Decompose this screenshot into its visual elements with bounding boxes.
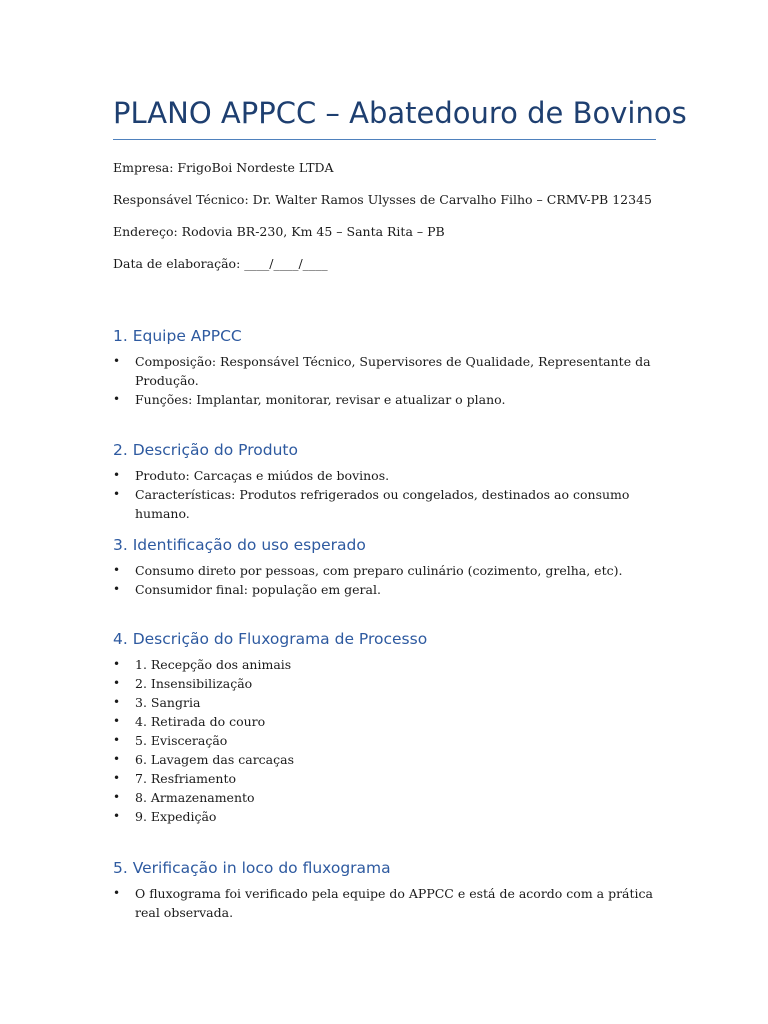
list-item xyxy=(113,466,658,485)
bullet-list xyxy=(113,466,658,523)
list-item xyxy=(113,788,658,807)
section-heading: 3. Identificação do uso esperado xyxy=(113,536,366,554)
bullet-icon: • xyxy=(113,676,121,690)
list-item xyxy=(113,561,658,580)
list-item-text: Consumidor final: população em geral. xyxy=(135,582,381,597)
list-item xyxy=(113,352,658,390)
bullet-icon: • xyxy=(113,809,121,823)
list-item-text: O fluxograma foi verificado pela equipe do APPCC e está de acordo com a prática real observada. xyxy=(135,886,653,920)
list-item xyxy=(113,390,658,409)
list-item xyxy=(113,769,658,788)
list-item-text: 1. Recepção dos animais xyxy=(135,657,292,672)
list-item xyxy=(113,712,658,731)
bullet-icon: • xyxy=(113,752,121,766)
list-item xyxy=(113,655,658,674)
bullet-icon: • xyxy=(113,392,121,406)
section-fluxograma xyxy=(113,629,658,826)
bullet-list xyxy=(113,561,658,599)
section-heading: 5. Verificação in loco do fluxograma xyxy=(113,859,391,877)
bullet-icon: • xyxy=(113,354,121,368)
list-item-text: 8. Armazenamento xyxy=(135,790,255,805)
section-heading: 2. Descrição do Produto xyxy=(113,441,298,459)
list-item xyxy=(113,693,658,712)
date-line: Data de elaboração: ____/____/____ xyxy=(113,256,328,271)
section-heading: 1. Equipe APPCC xyxy=(113,327,242,345)
list-item-text: 4. Retirada do couro xyxy=(135,714,266,729)
list-item xyxy=(113,731,658,750)
bullet-icon: • xyxy=(113,582,121,596)
bullet-list xyxy=(113,352,658,409)
list-item-text: 9. Expedição xyxy=(135,809,217,824)
document-title: PLANO APPCC – Abatedouro de Bovinos xyxy=(113,96,687,130)
bullet-icon: • xyxy=(113,714,121,728)
list-item xyxy=(113,674,658,693)
list-item xyxy=(113,807,658,826)
list-item-text: Características: Produtos refrigerados ou congelados, destinados ao consumo humano. xyxy=(135,487,630,521)
technical-lead-line: Responsável Técnico: Dr. Walter Ramos Ulysses de Carvalho Filho – CRMV-PB 12345 xyxy=(113,192,652,207)
bullet-icon: • xyxy=(113,790,121,804)
bullet-icon: • xyxy=(113,657,121,671)
company-line: Empresa: FrigoBoi Nordeste LTDA xyxy=(113,160,334,175)
section-equipe xyxy=(113,326,658,409)
list-item-text: Funções: Implantar, monitorar, revisar e atualizar o plano. xyxy=(135,392,506,407)
section-descricao-produto xyxy=(113,440,658,523)
address-line: Endereço: Rodovia BR-230, Km 45 – Santa Rita – PB xyxy=(113,224,445,239)
section-verificacao xyxy=(113,858,658,922)
list-item-text: Produto: Carcaças e miúdos de bovinos. xyxy=(135,468,390,483)
bullet-icon: • xyxy=(113,563,121,577)
list-item xyxy=(113,580,658,599)
bullet-list xyxy=(113,884,658,922)
list-item xyxy=(113,485,658,523)
list-item xyxy=(113,750,658,769)
bullet-icon: • xyxy=(113,733,121,747)
bullet-icon: • xyxy=(113,468,121,482)
list-item-text: Consumo direto por pessoas, com preparo culinário (cozimento, grelha, etc). xyxy=(135,563,623,578)
list-item-text: 6. Lavagem das carcaças xyxy=(135,752,294,767)
bullet-icon: • xyxy=(113,771,121,785)
section-uso-esperado xyxy=(113,535,658,599)
section-heading: 4. Descrição do Fluxograma de Processo xyxy=(113,630,428,648)
list-item-text: 3. Sangria xyxy=(135,695,201,710)
bullet-icon: • xyxy=(113,695,121,709)
list-item-text: 2. Insensibilização xyxy=(135,676,253,691)
list-item-text: 5. Evisceração xyxy=(135,733,228,748)
bullet-icon: • xyxy=(113,886,121,900)
bullet-list xyxy=(113,655,658,826)
bullet-icon: • xyxy=(113,487,121,501)
list-item-text: Composição: Responsável Técnico, Supervisores de Qualidade, Representante da Produção. xyxy=(135,354,651,388)
list-item xyxy=(113,884,658,922)
title-underline xyxy=(113,139,656,140)
list-item-text: 7. Resfriamento xyxy=(135,771,237,786)
